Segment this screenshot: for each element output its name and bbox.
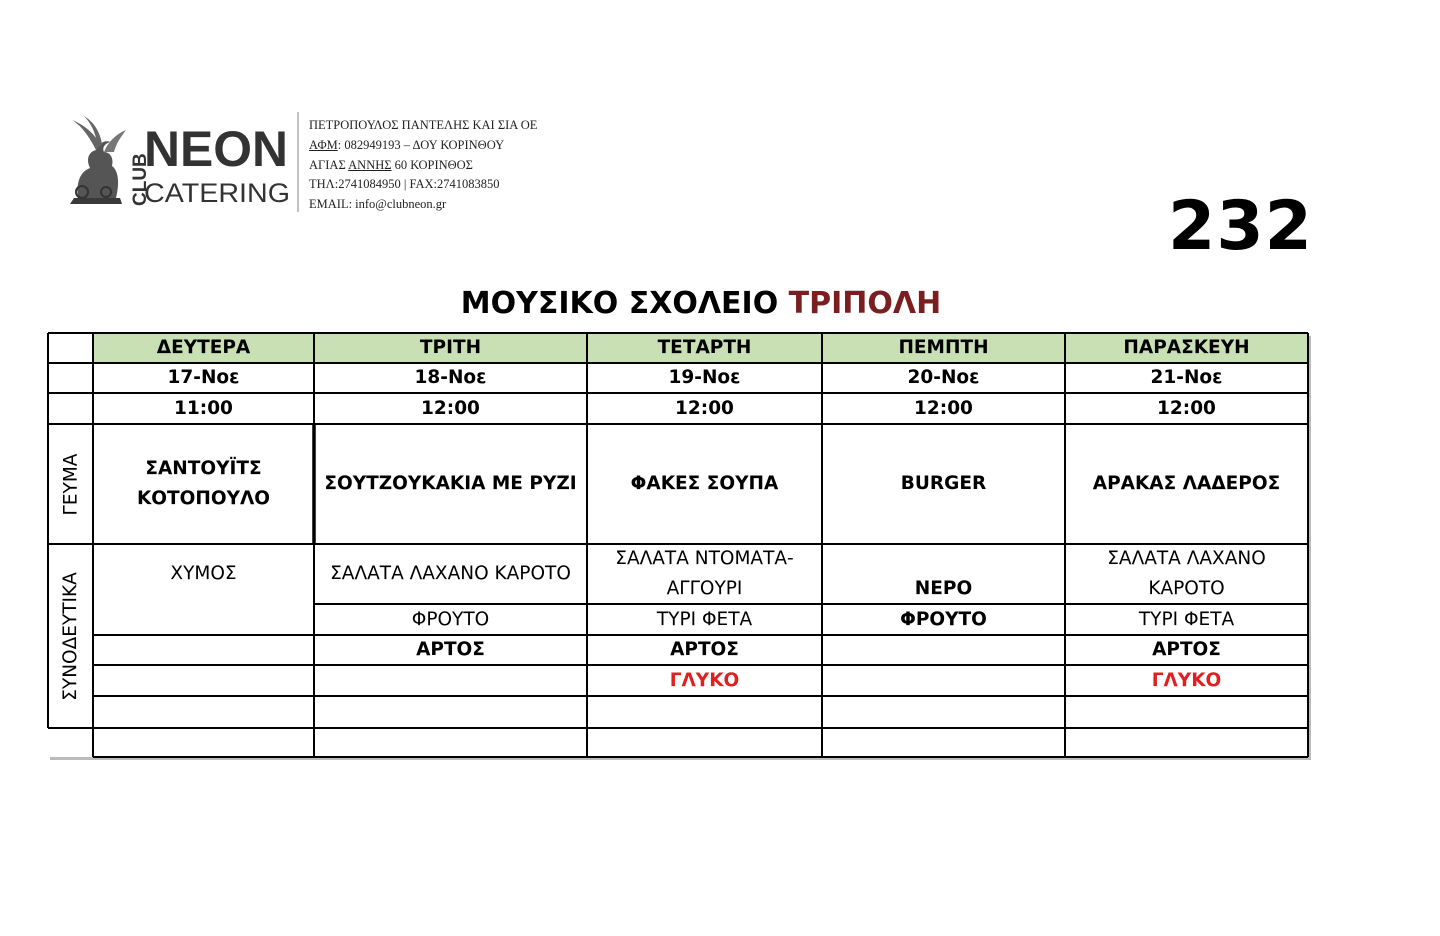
side-item: ΑΡΤΟΣ: [1152, 639, 1221, 660]
date-cell: 18-Νοε: [414, 367, 487, 388]
sides-label: [48, 544, 93, 728]
title-city: ΤΡΙΠΟΛΗ: [788, 286, 942, 321]
side-item: [1065, 544, 1308, 604]
lunch-dish-fri: ΑΡΑΚΑΣ ΛΑΔΕΡΟΣ: [1092, 473, 1281, 494]
side-item-line: ΑΓΓΟΥΡΙ: [666, 578, 743, 599]
company-tax-label: ΑΦΜ: [309, 137, 338, 152]
date-cell: 21-Νοε: [1150, 367, 1223, 388]
company-address-a: ΑΓΙΑΣ: [309, 157, 349, 172]
lunch-dish-wed: ΦΑΚΕΣ ΣΟΥΠΑ: [630, 473, 779, 494]
lunch-label: [48, 424, 93, 544]
time-cell: 12:00: [914, 398, 973, 419]
side-item: ΣΑΛΑΤΑ ΛΑΧΑΝΟ ΚΑΡΟΤΟ: [330, 563, 571, 584]
side-item: ΧΥΜΟΣ: [170, 563, 237, 584]
date-cell: 19-Νοε: [668, 367, 741, 388]
dessert-item: ΓΛΥΚΟ: [669, 670, 740, 691]
day-header: ΤΕΤΑΡΤΗ: [657, 337, 752, 358]
company-phone: ΤΗΛ:2741084950 | FAX:2741083850: [309, 177, 500, 192]
lunch-label-text: ΓΕΥΜΑ: [60, 453, 82, 515]
date-cell: 20-Νοε: [907, 367, 980, 388]
time-cell: 11:00: [174, 398, 233, 419]
side-item: ΑΡΤΟΣ: [670, 639, 739, 660]
time-cell: 12:00: [1157, 398, 1216, 419]
date-cell: 17-Νοε: [167, 367, 240, 388]
company-tax-value: : 082949193 – ΔΟΥ ΚΟΡΙΝΘΟΥ: [337, 137, 505, 152]
lunch-dish-line: ΣΑΝΤΟΥΪΤΣ: [145, 458, 262, 479]
company-name: ΠΕΤΡΟΠΟΥΛΟΣ ΠΑΝΤΕΛΗΣ ΚΑΙ ΣΙΑ ΟΕ: [309, 118, 538, 132]
company-address-b: ΑΝΝΗΣ: [348, 157, 392, 172]
dessert-item: ΓΛΥΚΟ: [1151, 670, 1222, 691]
menu-code: 232: [1168, 187, 1313, 266]
lunch-dish-mon: [93, 424, 314, 544]
side-item: ΑΡΤΟΣ: [416, 639, 485, 660]
side-item: ΤΥΡΙ ΦΕΤΑ: [656, 609, 753, 630]
brand-sub: CATERING: [144, 178, 290, 208]
title-school: ΜΟΥΣΙΚΟ ΣΧΟΛΕΙΟ: [460, 286, 779, 321]
brand-name: NEON: [144, 121, 288, 177]
time-cell: 12:00: [421, 398, 480, 419]
day-header: ΔΕΥΤΕΡΑ: [156, 337, 251, 358]
day-header: ΠΑΡΑΣΚΕΥΗ: [1123, 337, 1250, 358]
lunch-dish-tue: ΣΟΥΤΖΟΥΚΑΚΙΑ ΜΕ ΡΥΖΙ: [324, 473, 577, 494]
side-item-line: ΣΑΛΑΤΑ ΛΑΧΑΝΟ: [1107, 548, 1266, 569]
brand-club: CLUB: [130, 153, 151, 206]
company-address-c: 60 ΚΟΡΙΝΘΟΣ: [391, 157, 473, 172]
side-item-line: ΚΑΡΟΤΟ: [1148, 578, 1225, 599]
day-header: ΤΡΙΤΗ: [419, 337, 482, 358]
side-item: ΦΡΟΥΤΟ: [900, 609, 987, 630]
side-item-line: ΣΑΛΑΤΑ ΝΤΟΜΑΤΑ-: [615, 548, 794, 569]
side-item: [587, 544, 822, 604]
side-item: ΤΥΡΙ ΦΕΤΑ: [1138, 609, 1235, 630]
day-header: ΠΕΜΠΤΗ: [898, 337, 989, 358]
side-item: ΦΡΟΥΤΟ: [411, 609, 490, 630]
sides-label-text: ΣΥΝΟΔΕΥΤΙΚΑ: [60, 571, 81, 701]
time-cell: 12:00: [675, 398, 734, 419]
lunch-dish-thu: BURGER: [900, 473, 987, 494]
lunch-dish-line: ΚΟΤΟΠΟΥΛΟ: [136, 488, 271, 509]
side-item: ΝΕΡΟ: [914, 578, 973, 599]
company-email: EMAIL: info@clubneon.gr: [309, 197, 447, 212]
